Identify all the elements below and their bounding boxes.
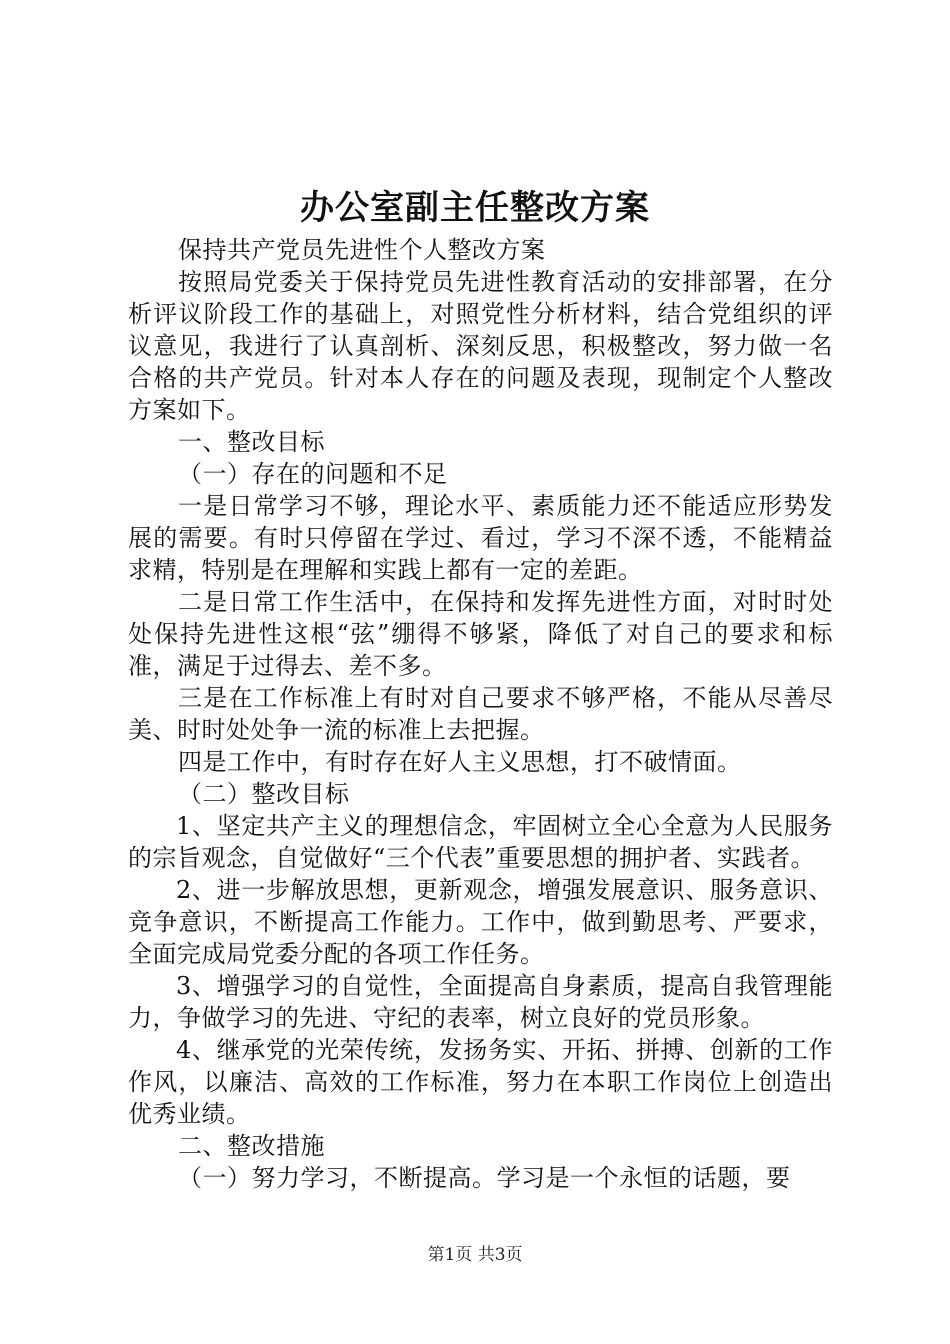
problem-paragraph-4: 四是工作中，有时存在好人主义思想，打不破情面。 — [178, 748, 742, 776]
subsection-heading-1: （一）存在的问题和不足 — [178, 460, 448, 488]
problem-paragraph-1: 一是日常学习不够，理论水平、素质能力还不能适应形势发展的需要。有时只停留在学过、看过，学习不深不透，不能精益求精，特别是在理解和实践上都有一定的差距。 — [128, 492, 833, 584]
goal-paragraph-2: 2、进一步解放思想，更新观念，增强发展意识、服务意识、竞争意识，不断提高工作能力。工作中，做到勤思考、严要求，全面完成局党委分配的各项工作任务。 — [128, 876, 833, 968]
subtitle-paragraph: 保持共产党员先进性个人整改方案 — [178, 236, 546, 264]
subsection-heading-2: （二）整改目标 — [178, 780, 350, 808]
problem-paragraph-2: 二是日常工作生活中，在保持和发挥先进性方面，对时时处处保持先进性这根“弦”绷得不够紧，降低了对自己的要求和标准，满足于过得去、差不多。 — [128, 588, 833, 680]
section-heading-1: 一、整改目标 — [178, 428, 325, 456]
goal-paragraph-1: 1、坚定共产主义的理想信念，牢固树立全心全意为人民服务的宗旨观念，自觉做好“三个代表”重要思想的拥护者、实践者。 — [128, 812, 833, 872]
problem-paragraph-3: 三是在工作标准上有时对自己要求不够严格，不能从尽善尽美、时时处处争一流的标准上去把握。 — [128, 684, 833, 744]
document-body — [128, 234, 833, 1194]
intro-paragraph: 按照局党委关于保持党员先进性教育活动的安排部署，在分析评议阶段工作的基础上，对照党性分析材料，结合党组织的评议意见，我进行了认真剖析、深刻反思，积极整改，努力做一名合格的共产党员。针对本人存在的问题及表现，现制定个人整改方案如下。 — [128, 268, 833, 424]
measure-paragraph-1: （一）努力学习，不断提高。学习是一个永恒的话题，要 — [178, 1164, 791, 1192]
page-footer: 第1页 共3页 — [427, 1245, 523, 1265]
goal-paragraph-4: 4、继承党的光荣传统，发扬务实、开拓、拼搏、创新的工作作风，以廉洁、高效的工作标准，努力在本职工作岗位上创造出优秀业绩。 — [128, 1036, 833, 1128]
section-heading-2: 二、整改措施 — [178, 1132, 325, 1160]
document-title: 办公室副主任整改方案 — [300, 188, 650, 228]
goal-paragraph-3: 3、增强学习的自觉性，全面提高自身素质，提高自我管理能力，争做学习的先进、守纪的表率，树立良好的党员形象。 — [128, 972, 833, 1032]
